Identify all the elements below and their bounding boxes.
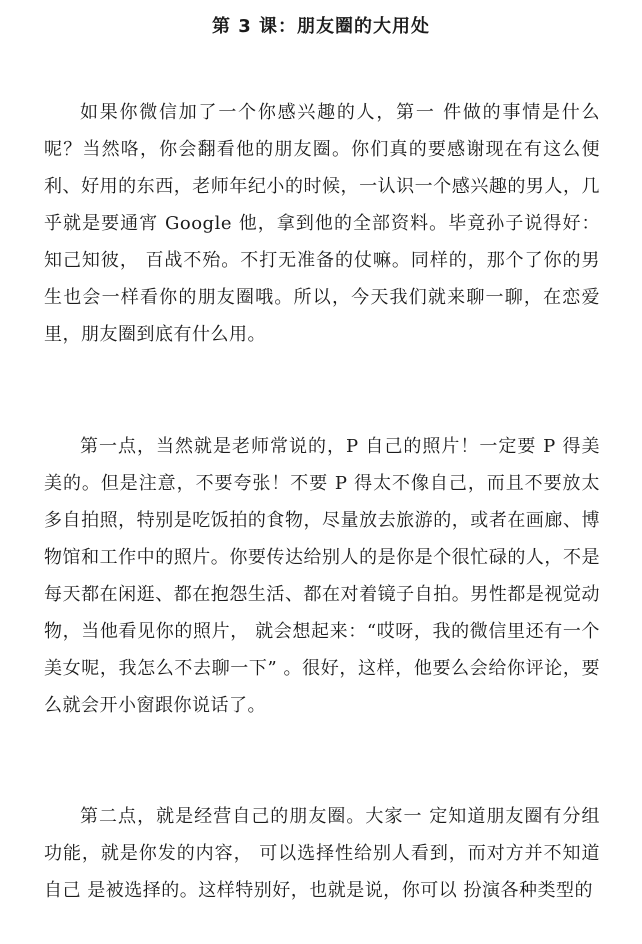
paragraph-point-two: 第二点，就是经营自己的朋友圈。大家一 定知道朋友圈有分组功能，就是你发的内容， 可以选择性给别人看到，而对方并不知道自己 是被选择的。这样特别好，也就是说，你可以 扮演各种类型的 [44,806,600,901]
page-title: 第 3 课：朋友圈的大用处 [211,16,431,37]
paragraph-point-one: 第一点，当然就是老师常说的，P 自己的照片！一定要 P 得美美的。但是注意，不要夸张！不要 P 得太不像自己，而且不要放太多自拍照，特别是吃饭拍的食物，尽量放去旅游的，或者在画廊、博物馆和工作中的照片。你要传达给别人的是你是个很忙碌的人，不是每天都在闲逛、都在抱怨生活、都在对着镜子自拍。男性都是视觉动物，当他看见你的照片， 就会想起来：“哎呀，我的微信里还有一个美女呢，我怎么不去聊一下” 。很好，这样，他要么会给你评论，要么就会开小窗跟你说话了。 [44,436,600,716]
paragraph-intro: 如果你微信加了一个你感兴趣的人，第一 件做的事情是什么呢？当然咯，你会翻看他的朋友圈。你们真的要感谢现在有这么便利、好用的东西，老师年纪小的时候，一认识一个感兴趣的男人，几乎就是要通宵 Google 他，拿到他的全部资料。毕竟孙子说得好：知己知彼， 百战不殆。不打无准备的仗嘛。同样的，那个了你的男生也会一样看你的朋友圈哦。所以，今天我们就来聊一聊，在恋爱里，朋友圈到底有什么用。 [44,102,600,345]
